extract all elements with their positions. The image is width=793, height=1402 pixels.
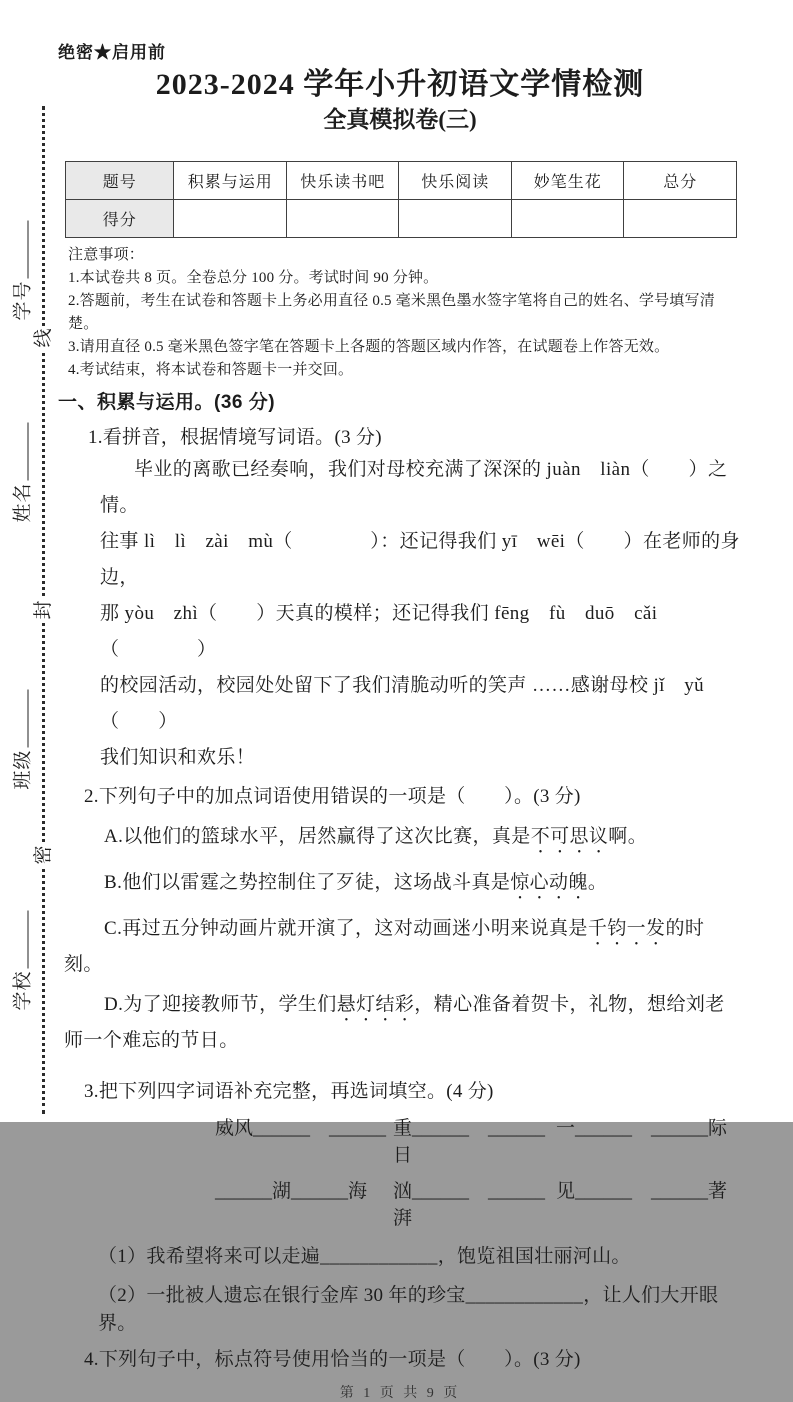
option-text: 的时刻。 [64,918,705,975]
header-cell-accumulation: 积累与运用 [174,162,287,200]
option-text: B.他们以雷霆之势控制住了歹徒，这场战斗真是 [104,872,511,893]
question-4-stem: 4.下列句子中，标点符号使用恰当的一项是（ ）。(3 分) [84,1349,581,1370]
header-cell-reading-bar: 快乐读书吧 [286,162,399,200]
score-cell [174,200,287,238]
secret-label: 绝密★启用前 [58,43,166,62]
idiom-blank: 威风______ ______ [215,1118,387,1139]
option-text: A.以他们的篮球水平，居然赢得了这次比赛，真是 [104,826,531,847]
score-table-score-row [66,200,737,238]
name-blank-line [13,422,29,480]
notice-section [58,244,742,382]
passage-line: 往事 lì lì zài mù（ ）：还记得我们 yī wēi（ ）在老师的身边， [100,531,740,588]
section-1-heading: 一、积累与运用。(36 分) [58,392,276,413]
idiom-blank: ______湖______海 [215,1181,368,1202]
seal-char-mi: 密 [32,843,56,867]
passage-line: 毕业的离歌已经奏响，我们对母校充满了深深的 juàn liàn（ ）之情。 [100,459,728,516]
passage-line: 那 yòu zhì（ ）天真的模样；还记得我们 fēng fù duō cǎi（ ） [100,603,658,660]
question-2-option-a [58,822,742,858]
notice-item: 2.答题前，考生在试卷和答题卡上务必用直径 0.5 毫米黑色墨水签字笔将自己的姓名、学号填写清楚。 [68,293,715,332]
emphasized-word: 不可思议 [530,826,609,847]
emphasized-word: 千钧一发 [587,918,666,939]
score-table-header-row [66,162,737,200]
idiom-blank: 一______ ______际 [556,1118,728,1139]
header-cell-writing: 妙笔生花 [511,162,624,200]
emphasized-word: 悬灯结彩 [336,994,415,1015]
score-cell [624,200,737,238]
class-field [8,668,35,790]
school-blank-line [13,910,29,968]
score-cell [511,200,624,238]
question-2-option-b [58,868,742,904]
idiom-blank: 汹______ ______湃 [393,1181,546,1229]
question-3-sub-2: （2）一批被人遗忘在银行金库 30 年的珍宝____________，让人们大开眼界。 [98,1285,719,1334]
option-text: ，精心准备着贺卡，礼物，想给刘老师一个难忘的节日。 [64,994,725,1051]
question-3-idiom-row [58,1115,742,1169]
header-cell-question-number: 题号 [66,162,174,200]
notice-item: 4.考试结束，将本试卷和答题卡一并交回。 [68,362,354,378]
score-table [65,161,737,238]
score-row-label: 得分 [66,200,174,238]
paper-subtitle: 全真模拟卷(三) [323,107,477,132]
class-label: 班级 [12,749,34,790]
seal-char-feng: 封 [32,598,56,622]
option-text: D.为了迎接教师节，学生们 [104,994,337,1015]
option-text: 。 [587,872,608,893]
option-text: 啊。 [608,826,648,847]
passage-line: 的校园活动，校园处处留下了我们清脆动听的笑声 ……感谢母校 jǐ yǔ（ ） [100,675,705,732]
notice-item: 1.本试卷共 8 页。全卷总分 100 分。考试时间 90 分钟。 [68,270,439,286]
question-2-stem: 2.下列句子中的加点词语使用错误的一项是（ ）。(3 分) [84,786,581,807]
school-field [8,889,35,1011]
student-id-label: 学号 [12,280,34,321]
question-2-option-d [58,990,742,1056]
question-3-stem: 3.把下列四字词语补充完整，再选词填空。(4 分) [84,1081,494,1102]
name-label: 姓名 [12,482,34,523]
idiom-blank: 见______ ______著 [556,1181,728,1202]
passage-line: 我们知识和欢乐！ [100,747,256,768]
question-3-idiom-row [58,1178,742,1232]
class-blank-line [13,689,29,747]
option-text: C.再过五分钟动画片就开演了，这对动画迷小明来说真是 [104,918,588,939]
notice-item: 3.请用直径 0.5 毫米黑色签字笔在答题卡上各题的答题区域内作答，在试题卷上作答无效。 [68,339,670,355]
student-id-blank-line [13,220,29,278]
paper-content [58,0,742,1402]
student-id-field [8,199,35,321]
score-cell [399,200,512,238]
question-2-option-c [58,914,742,980]
header-cell-happy-reading: 快乐阅读 [399,162,512,200]
school-label: 学校 [12,970,34,1011]
paper-title: 2023-2024 学年小升初语文学情检测 [155,68,645,101]
notice-title: 注意事项： [68,247,145,263]
idiom-blank: 重______ ______日 [393,1118,546,1166]
page-number-footer: 第 1 页 共 9 页 [339,1386,461,1401]
seal-char-line: 线 [32,326,56,350]
score-cell [286,200,399,238]
question-1-passage [58,452,742,776]
question-1-stem: 1.看拼音，根据情境写词语。(3 分) [88,427,382,448]
name-field [8,401,35,523]
emphasized-word: 惊心动魄 [510,872,588,893]
header-cell-total: 总分 [624,162,737,200]
question-3-sub-1: （1）我希望将来可以走遍____________，饱览祖国壮丽河山。 [98,1246,631,1267]
